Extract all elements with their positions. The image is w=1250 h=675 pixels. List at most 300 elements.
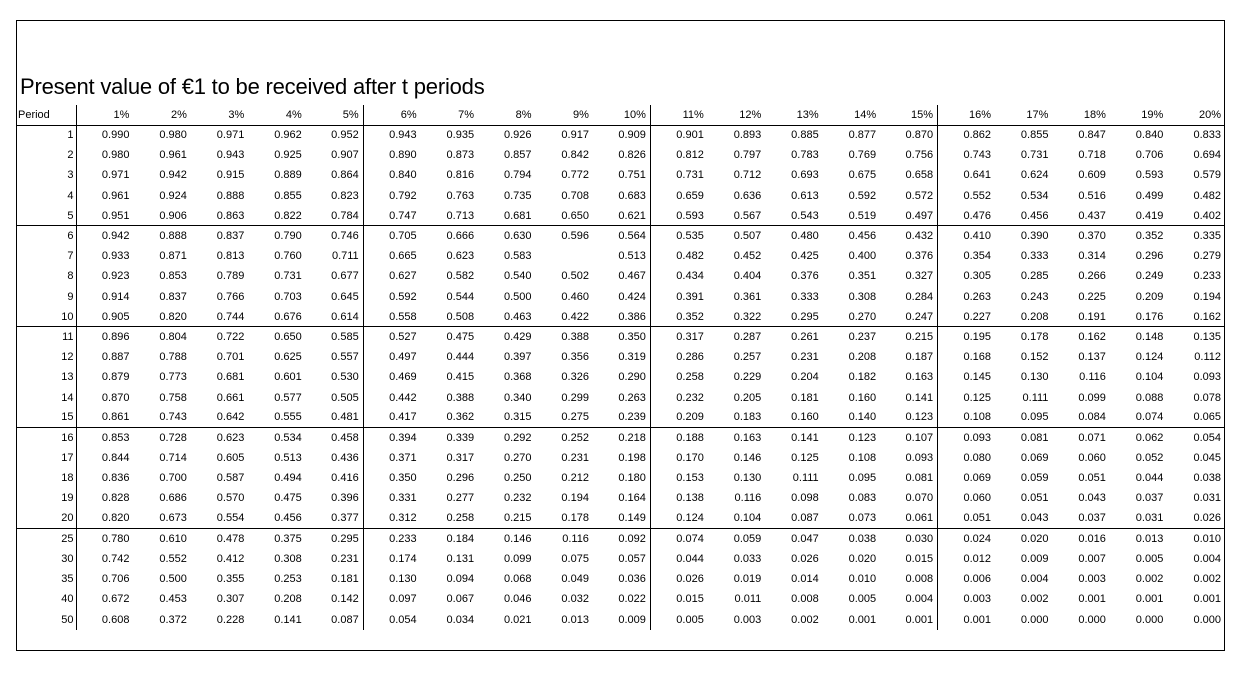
value-cell: 0.877 [848, 129, 877, 142]
value-cell: 0.672 [101, 593, 130, 606]
value-cell: 0.261 [791, 331, 819, 344]
value-cell: 0.205 [733, 391, 762, 404]
value-cell: 0.747 [363, 206, 420, 226]
value-cell: 0.093 [880, 448, 937, 468]
value-cell: 0.198 [593, 448, 650, 468]
value-cell: 0.062 [1135, 432, 1164, 445]
table-row [16, 509, 1225, 529]
value-cell: 0.065 [1167, 408, 1225, 428]
value-cell: 0.125 [791, 452, 819, 465]
value-cell: 0.145 [963, 371, 991, 384]
value-cell: 0.116 [734, 492, 762, 505]
table-row [16, 226, 1225, 246]
value-cell: 0.794 [503, 169, 532, 182]
value-cell: 0.005 [676, 613, 704, 626]
value-cell: 0.194 [561, 492, 589, 505]
value-cell: 0.036 [593, 569, 650, 589]
value-cell: 0.164 [593, 488, 650, 508]
value-cell: 0.182 [848, 371, 877, 384]
value-cell: 0.107 [880, 428, 937, 448]
value-cell: 0.432 [880, 226, 937, 246]
value-cell: 0.961 [101, 189, 130, 202]
value-cell: 0.434 [676, 270, 704, 283]
value-cell: 0.535 [676, 230, 704, 243]
value-cell: 0.237 [848, 331, 877, 344]
value-cell: 0.108 [848, 452, 877, 465]
period-cell: 5 [16, 206, 76, 226]
value-cell: 0.388 [446, 391, 475, 404]
value-cell: 0.232 [676, 391, 704, 404]
value-cell: 0.071 [1078, 432, 1106, 445]
value-cell: 0.111 [792, 472, 819, 485]
value-cell: 0.497 [880, 206, 937, 226]
value-cell: 0.915 [216, 169, 245, 182]
value-cell: 0.160 [765, 408, 822, 428]
value-cell: 0.081 [1020, 432, 1049, 445]
value-cell: 0.350 [389, 472, 417, 485]
value-cell: 0.587 [216, 472, 245, 485]
value-cell: 0.195 [963, 331, 991, 344]
value-cell: 0.621 [593, 206, 650, 226]
value-cell: 0.140 [823, 408, 880, 428]
value-cell: 0.095 [995, 408, 1052, 428]
value-cell: 0.070 [880, 488, 937, 508]
value-cell: 0.371 [389, 452, 417, 465]
value-cell: 0.893 [733, 129, 762, 142]
table-row [16, 145, 1225, 165]
column-header: 14% [823, 105, 880, 125]
value-cell: 0.424 [593, 287, 650, 307]
value-cell: 0.686 [159, 492, 187, 505]
period-cell: 18 [16, 468, 76, 488]
value-cell: 0.162 [1078, 331, 1106, 344]
value-cell: 0.425 [791, 250, 819, 263]
value-cell: 0.836 [101, 472, 130, 485]
value-cell: 0.469 [389, 371, 417, 384]
value-cell: 0.925 [274, 149, 302, 162]
value-cell: 0.031 [1110, 509, 1167, 529]
value-cell: 0.355 [216, 573, 245, 586]
value-cell: 0.232 [503, 492, 532, 505]
value-cell: 0.577 [274, 391, 302, 404]
value-cell: 0.004 [1193, 553, 1221, 566]
value-cell: 0.555 [248, 408, 305, 428]
column-header: 13% [765, 105, 822, 125]
value-cell: 0.605 [216, 452, 245, 465]
value-cell: 0.181 [306, 569, 363, 589]
value-cell: 0.108 [938, 408, 995, 428]
value-cell: 0.258 [676, 371, 704, 384]
value-cell: 0.673 [133, 509, 190, 529]
value-cell: 0.007 [1078, 553, 1106, 566]
value-cell: 0.180 [593, 468, 650, 488]
value-cell: 0.926 [503, 129, 532, 142]
value-cell: 0.307 [216, 593, 245, 606]
value-cell: 0.021 [503, 613, 532, 626]
value-cell: 0.463 [478, 307, 535, 327]
value-cell: 0.641 [963, 169, 991, 182]
value-cell: 0.263 [593, 387, 650, 407]
value-cell: 0.001 [848, 613, 877, 626]
value-cell: 0.592 [389, 290, 417, 303]
value-cell: 0.094 [446, 573, 475, 586]
value-cell: 0.231 [306, 549, 363, 569]
value-cell: 0.004 [1020, 573, 1049, 586]
value-cell: 0.335 [1193, 230, 1221, 243]
present-value-table [16, 105, 1225, 630]
period-cell: 11 [16, 327, 76, 347]
value-cell: 0.253 [274, 573, 302, 586]
value-cell: 0.130 [389, 573, 417, 586]
value-cell: 0.243 [1020, 290, 1049, 303]
value-cell: 0.002 [1020, 593, 1049, 606]
value-cell: 0.004 [880, 589, 937, 609]
period-cell: 9 [16, 287, 76, 307]
period-cell: 6 [16, 226, 76, 246]
value-cell: 0.054 [389, 613, 417, 626]
page-title: Present value of €1 to be received after t periods [20, 74, 485, 99]
value-cell: 0.497 [389, 351, 417, 364]
table-row [16, 327, 1225, 347]
value-cell: 0.296 [446, 472, 475, 485]
table-row [16, 488, 1225, 508]
value-cell: 0.816 [446, 169, 475, 182]
value-cell: 0.554 [191, 509, 248, 529]
value-cell: 0.665 [389, 250, 417, 263]
value-cell: 0.376 [791, 270, 819, 283]
value-cell: 0.820 [133, 307, 190, 327]
value-cell: 0.890 [389, 149, 417, 162]
value-cell: 0.188 [676, 432, 704, 445]
value-cell: 0.837 [216, 230, 245, 243]
value-cell: 0.763 [446, 189, 475, 202]
value-cell: 0.286 [676, 351, 704, 364]
value-cell: 0.141 [274, 613, 302, 626]
value-cell: 0.962 [274, 129, 302, 142]
value-cell: 0.290 [593, 367, 650, 387]
value-cell: 0.751 [593, 165, 650, 185]
value-cell: 0.744 [191, 307, 248, 327]
column-header: 2% [133, 105, 190, 125]
value-cell: 0.870 [880, 125, 937, 145]
value-cell: 0.706 [1135, 149, 1164, 162]
value-cell: 0.402 [1167, 206, 1225, 226]
value-cell: 0.482 [676, 250, 704, 263]
value-cell: 0.215 [478, 509, 535, 529]
period-cell: 50 [16, 610, 76, 630]
value-cell: 0.295 [765, 307, 822, 327]
value-cell: 0.907 [306, 145, 363, 165]
value-cell: 0.187 [880, 347, 937, 367]
value-cell: 0.081 [880, 468, 937, 488]
value-cell: 0.475 [446, 331, 475, 344]
value-cell: 0.681 [478, 206, 535, 226]
value-cell: 0.024 [963, 533, 991, 546]
column-header: 3% [191, 105, 248, 125]
value-cell: 0.772 [561, 169, 589, 182]
table-body [16, 125, 1225, 630]
value-cell: 0.080 [963, 452, 991, 465]
value-cell: 0.952 [306, 125, 363, 145]
value-cell: 0.087 [306, 610, 363, 630]
value-cell: 0.701 [216, 351, 245, 364]
value-cell: 0.020 [848, 553, 877, 566]
value-cell: 0.507 [733, 230, 762, 243]
value-cell: 0.270 [823, 307, 880, 327]
value-cell: 0.250 [503, 472, 532, 485]
value-cell: 0.084 [1052, 408, 1109, 428]
value-cell: 0.038 [1193, 472, 1221, 485]
value-cell: 0.419 [1110, 206, 1167, 226]
value-cell: 0.233 [389, 533, 417, 546]
value-cell: 0.340 [503, 391, 532, 404]
value-cell: 0.074 [676, 533, 704, 546]
value-cell: 0.840 [1135, 129, 1164, 142]
value-cell [536, 246, 593, 266]
value-cell: 0.499 [1135, 189, 1164, 202]
period-cell: 14 [16, 387, 76, 407]
value-cell: 0.362 [421, 408, 478, 428]
value-cell: 0.068 [503, 573, 532, 586]
value-cell: 0.354 [963, 250, 991, 263]
value-cell: 0.980 [159, 129, 187, 142]
value-cell: 0.708 [561, 189, 589, 202]
value-cell: 0.627 [389, 270, 417, 283]
value-cell: 0.008 [791, 593, 819, 606]
value-cell: 0.034 [446, 613, 475, 626]
value-cell: 0.372 [159, 613, 187, 626]
value-cell: 0.980 [101, 149, 130, 162]
period-cell: 1 [16, 125, 76, 145]
value-cell: 0.609 [1078, 169, 1106, 182]
value-cell: 0.000 [1078, 613, 1106, 626]
value-cell: 0.731 [274, 270, 302, 283]
value-cell: 0.208 [274, 593, 302, 606]
value-cell: 0.104 [1135, 371, 1164, 384]
value-cell: 0.636 [733, 189, 762, 202]
value-cell: 0.000 [1135, 613, 1164, 626]
period-cell: 15 [16, 408, 76, 428]
value-cell: 0.990 [101, 129, 130, 142]
value-cell: 0.275 [536, 408, 593, 428]
value-cell: 0.000 [1193, 613, 1221, 626]
value-cell: 0.645 [306, 287, 363, 307]
value-cell: 0.026 [676, 573, 704, 586]
value-cell: 0.317 [446, 452, 475, 465]
value-cell: 0.047 [791, 533, 819, 546]
table-row [16, 610, 1225, 630]
value-cell: 0.540 [503, 270, 532, 283]
value-cell: 0.146 [733, 452, 762, 465]
value-cell: 0.095 [848, 472, 877, 485]
value-cell: 0.823 [306, 186, 363, 206]
value-cell: 0.593 [1135, 169, 1164, 182]
value-cell: 0.099 [503, 553, 532, 566]
value-cell: 0.582 [446, 270, 475, 283]
column-header: 10% [593, 105, 650, 125]
value-cell: 0.239 [593, 408, 650, 428]
value-cell: 0.820 [76, 509, 133, 529]
value-cell: 0.376 [880, 246, 937, 266]
value-cell: 0.400 [848, 250, 877, 263]
value-cell: 0.229 [733, 371, 762, 384]
value-cell: 0.552 [963, 189, 991, 202]
period-cell: 4 [16, 186, 76, 206]
value-cell: 0.756 [880, 145, 937, 165]
value-cell: 0.942 [101, 230, 130, 243]
value-cell: 0.183 [708, 408, 765, 428]
value-cell: 0.146 [503, 533, 532, 546]
value-cell: 0.178 [1020, 331, 1049, 344]
value-cell: 0.208 [848, 351, 877, 364]
value-cell: 0.870 [101, 391, 130, 404]
value-cell: 0.375 [274, 533, 302, 546]
value-cell: 0.212 [561, 472, 589, 485]
value-cell: 0.951 [76, 206, 133, 226]
period-cell: 17 [16, 448, 76, 468]
value-cell: 0.905 [76, 307, 133, 327]
value-cell: 0.078 [1193, 391, 1221, 404]
period-cell: 13 [16, 367, 76, 387]
value-cell: 0.601 [274, 371, 302, 384]
value-cell: 0.789 [216, 270, 245, 283]
value-cell: 0.051 [1078, 472, 1106, 485]
value-cell: 0.060 [963, 492, 991, 505]
value-cell: 0.204 [791, 371, 819, 384]
value-cell: 0.057 [593, 549, 650, 569]
value-cell: 0.437 [1052, 206, 1109, 226]
period-cell: 19 [16, 488, 76, 508]
value-cell: 0.677 [306, 266, 363, 286]
value-cell: 0.032 [561, 593, 589, 606]
period-header: Period [16, 105, 76, 125]
table-row [16, 347, 1225, 367]
value-cell: 0.263 [963, 290, 991, 303]
table-row [16, 186, 1225, 206]
value-cell: 0.508 [421, 307, 478, 327]
value-cell: 0.467 [593, 266, 650, 286]
value-cell: 0.088 [1135, 391, 1164, 404]
value-cell: 0.442 [389, 391, 417, 404]
value-cell: 0.045 [1193, 452, 1221, 465]
table-row [16, 387, 1225, 407]
value-cell: 0.317 [676, 331, 704, 344]
value-cell: 0.666 [446, 230, 475, 243]
value-cell: 0.061 [880, 509, 937, 529]
value-cell: 0.530 [306, 367, 363, 387]
value-cell: 0.163 [880, 367, 937, 387]
value-cell: 0.104 [708, 509, 765, 529]
value-cell: 0.043 [1078, 492, 1106, 505]
value-cell: 0.564 [593, 226, 650, 246]
value-cell: 0.766 [216, 290, 245, 303]
column-header: 17% [995, 105, 1052, 125]
value-cell: 0.887 [101, 351, 130, 364]
column-header: 6% [363, 105, 420, 125]
value-cell: 0.415 [446, 371, 475, 384]
value-cell: 0.125 [963, 391, 991, 404]
value-cell: 0.596 [561, 230, 589, 243]
value-cell: 0.008 [880, 569, 937, 589]
value-cell: 0.879 [101, 371, 130, 384]
value-cell: 0.885 [791, 129, 819, 142]
period-cell: 2 [16, 145, 76, 165]
value-cell: 0.917 [561, 129, 589, 142]
value-cell: 0.339 [446, 432, 475, 445]
value-cell: 0.630 [503, 230, 532, 243]
value-cell: 0.623 [216, 432, 245, 445]
value-cell: 0.093 [1193, 371, 1221, 384]
value-cell: 0.270 [503, 452, 532, 465]
value-cell: 0.215 [880, 327, 937, 347]
value-cell: 0.026 [791, 553, 819, 566]
value-cell: 0.279 [1193, 250, 1221, 263]
value-cell: 0.456 [248, 509, 305, 529]
value-cell: 0.003 [963, 593, 991, 606]
value-cell: 0.228 [216, 613, 245, 626]
value-cell: 0.826 [593, 145, 650, 165]
value-cell: 0.030 [880, 529, 937, 549]
column-header: 7% [421, 105, 478, 125]
value-cell: 0.743 [133, 408, 190, 428]
value-cell: 0.813 [216, 250, 245, 263]
value-cell: 0.788 [159, 351, 187, 364]
value-cell: 0.837 [159, 290, 187, 303]
value-cell: 0.889 [274, 169, 302, 182]
table-row [16, 165, 1225, 185]
value-cell: 0.227 [938, 307, 995, 327]
value-cell: 0.828 [101, 492, 130, 505]
value-cell: 0.209 [650, 408, 707, 428]
table-row [16, 428, 1225, 448]
value-cell: 0.769 [848, 149, 877, 162]
column-header: 8% [478, 105, 535, 125]
value-cell: 0.137 [1078, 351, 1106, 364]
value-cell: 0.543 [765, 206, 822, 226]
value-cell: 0.005 [1135, 553, 1164, 566]
value-cell: 0.391 [676, 290, 704, 303]
period-cell: 8 [16, 266, 76, 286]
value-cell: 0.049 [561, 573, 589, 586]
value-cell: 0.074 [1110, 408, 1167, 428]
value-cell: 0.209 [1135, 290, 1164, 303]
value-cell: 0.308 [274, 553, 302, 566]
value-cell: 0.711 [306, 246, 363, 266]
value-cell: 0.194 [1193, 290, 1221, 303]
value-cell: 0.014 [791, 573, 819, 586]
value-cell: 0.141 [791, 432, 819, 445]
value-cell: 0.138 [676, 492, 704, 505]
value-cell: 0.410 [963, 230, 991, 243]
value-cell: 0.069 [963, 472, 991, 485]
value-cell: 0.083 [848, 492, 877, 505]
value-cell: 0.231 [791, 351, 819, 364]
value-cell: 0.174 [389, 553, 417, 566]
value-cell: 0.608 [101, 613, 130, 626]
value-cell: 0.728 [159, 432, 187, 445]
value-cell: 0.513 [593, 246, 650, 266]
value-cell: 0.386 [593, 307, 650, 327]
value-cell: 0.942 [159, 169, 187, 182]
period-cell: 30 [16, 549, 76, 569]
column-header: 12% [708, 105, 765, 125]
value-cell: 0.914 [101, 290, 130, 303]
value-cell: 0.073 [823, 509, 880, 529]
period-cell: 16 [16, 428, 76, 448]
value-cell: 0.482 [1193, 189, 1221, 202]
value-cell: 0.505 [306, 387, 363, 407]
value-cell: 0.098 [791, 492, 819, 505]
